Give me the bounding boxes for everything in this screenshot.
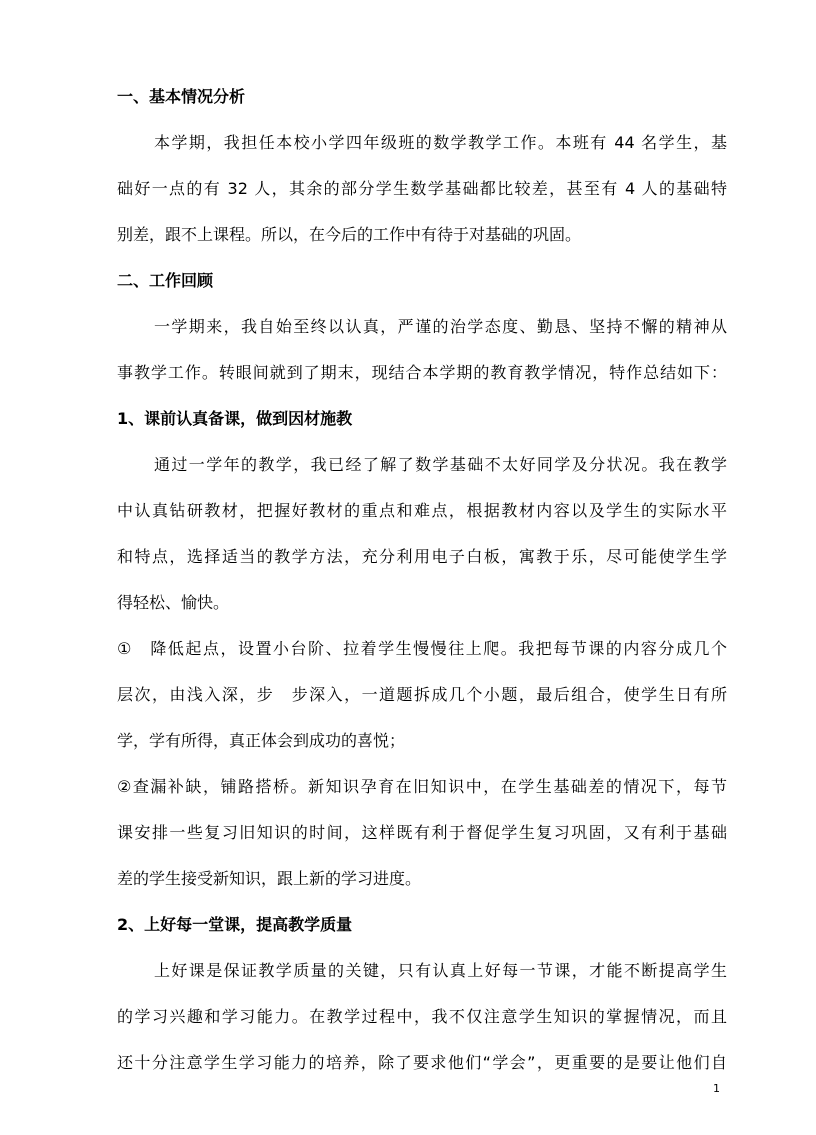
list-item-line: 差的学生接受新知识，跟上新的学习进度。 (117, 869, 422, 888)
list-item-line: 层次，由浅入深，步 步深入，一道题拆成几个小题，最后组合，使学生日有所 (117, 685, 727, 704)
paragraph-line: 上好课是保证教学质量的关键，只有认真上好每一节课，才能不断提高学生 (154, 961, 727, 980)
paragraph-line: 和特点，选择适当的教学方法，充分利用电子白板，寓教于乐，尽可能使学生学 (117, 547, 727, 566)
list-item-line: ① 降低起点，设置小台阶、拉着学生慢慢往上爬。我把每节课的内容分成几个 (117, 639, 727, 658)
paragraph-line: 中认真钻研教材，把握好教材的重点和难点，根据教材内容以及学生的实际水平 (117, 501, 727, 520)
paragraph-line: 一学期来，我自始至终以认真，严谨的治学态度、勤恳、坚持不懈的精神从 (154, 317, 727, 336)
paragraph-line: 通过一学年的教学，我已经了解了数学基础不太好同学及分状况。我在教学 (154, 455, 727, 474)
section-heading-basic-analysis: 一、基本情况分析 (117, 87, 246, 106)
subsection-heading-lesson-prep: 1、课前认真备课，做到因材施教 (117, 409, 353, 428)
paragraph-line: 还十分注意学生学习能力的培养，除了要求他们“学会”，更重要的是要让他们自 (117, 1053, 727, 1072)
paragraph-line: 得轻松、愉快。 (117, 593, 230, 612)
list-item-line: 学，学有所得，真正体会到成功的喜悦； (117, 731, 406, 750)
subsection-heading-teaching-quality: 2、上好每一堂课，提高教学质量 (117, 915, 353, 934)
paragraph-line: 础好一点的有 32 人，其余的部分学生数学基础都比较差，甚至有 4 人的基础特 (117, 179, 727, 198)
section-heading-work-review: 二、工作回顾 (117, 271, 214, 290)
paragraph-line: 别差，跟不上课程。所以，在今后的工作中有待于对基础的巩固。 (117, 225, 582, 244)
paragraph-line: 本学期，我担任本校小学四年级班的数学教学工作。本班有 44 名学生，基 (154, 133, 727, 152)
list-item-line: ②查漏补缺，铺路搭桥。新知识孕育在旧知识中，在学生基础差的情况下，每节 (117, 777, 727, 796)
page-number: 1 (713, 1082, 720, 1095)
list-item-line: 课安排一些复习旧知识的时间，这样既有利于督促学生复习巩固，又有利于基础 (117, 823, 727, 842)
document-body (117, 80, 727, 1092)
paragraph-line: 的学习兴趣和学习能力。在教学过程中，我不仅注意学生知识的掌握情况，而且 (117, 1007, 727, 1026)
paragraph-line: 事教学工作。转眼间就到了期末，现结合本学期的教育教学情况，特作总结如下： (117, 363, 727, 382)
